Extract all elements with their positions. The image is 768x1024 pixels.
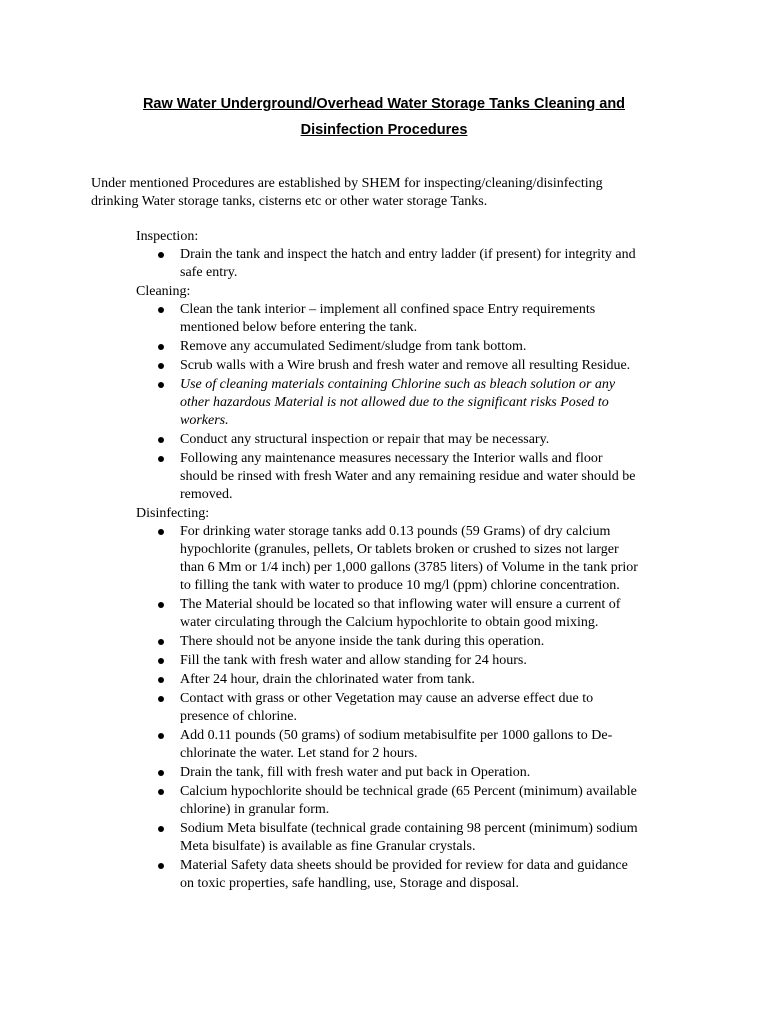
document-title-line-1: Raw Water Underground/Overhead Water Storage Tanks Cleaning and [142,96,626,112]
section-heading: Disinfecting: [136,506,210,521]
bullet-icon [158,639,164,645]
list-item-line: chlorinate the water. Let stand for 2 hours. [180,746,418,761]
list-item-line: Conduct any structural inspection or repair that may be necessary. [180,432,550,447]
list-item-line: The Material should be located so that inflowing water will ensure a current of [180,597,621,612]
bullet-icon [158,363,164,369]
bullet-icon [158,602,164,608]
list-item-line: Meta bisulfate) is available as fine Granular crystals. [180,839,476,854]
list-item [136,764,696,782]
list-item [136,690,696,726]
list-item-line: than 6 Mm or 1/4 inch) per 1,000 gallons (3785 liters) of Volume in the tank prior [180,560,638,575]
list-item-line: There should not be anyone inside the tank during this operation. [180,634,545,649]
bullet-icon [158,863,164,869]
bullet-icon [158,307,164,313]
bullet-icon [158,456,164,462]
list-item-line: Scrub walls with a Wire brush and fresh water and remove all resulting Residue. [180,358,631,373]
list-item-line: Fill the tank with fresh water and allow standing for 24 hours. [180,653,527,668]
list-item [136,652,696,670]
list-item-line: Calcium hypochlorite should be technical grade (65 Percent (minimum) available [180,784,637,799]
list-item [136,633,696,651]
list-item [136,357,696,375]
bullet-icon [158,437,164,443]
list-item-line: Following any maintenance measures necessary the Interior walls and floor [180,451,603,466]
list-item-line: chlorine) in granular form. [180,802,330,817]
list-item [136,783,696,819]
bullet-icon [158,696,164,702]
list-item-line: to filling the tank with water to produce 10 mg/l (ppm) chlorine concentration. [180,578,620,593]
list-item-line: presence of chlorine. [180,709,297,724]
list-item [136,671,696,689]
list-item [136,523,696,595]
list-item-line: hypochlorite (granules, pellets, Or tablets broken or crushed to sizes not larger [180,542,619,557]
list-item [136,431,696,449]
procedure-sections [136,228,696,894]
list-item-line: on toxic properties, safe handling, use, Storage and disposal. [180,876,520,891]
bullet-list [136,246,696,282]
list-item [136,450,696,504]
list-item-line: After 24 hour, drain the chlorinated water from tank. [180,672,475,687]
list-item-line: Remove any accumulated Sediment/sludge from tank bottom. [180,339,527,354]
document-title-line-2: Disinfection Procedures [300,122,468,138]
bullet-icon [158,382,164,388]
list-item-line: Add 0.11 pounds (50 grams) of sodium metabisulfite per 1000 gallons to De- [180,728,613,743]
intro-line: drinking Water storage tanks, cisterns etc or other water storage Tanks. [91,194,488,209]
bullet-icon [158,826,164,832]
list-item-line: safe entry. [180,265,238,280]
list-item-line: removed. [180,487,233,502]
bullet-list [136,523,696,893]
list-item [136,727,696,763]
bullet-list [136,301,696,504]
list-item [136,820,696,856]
list-item-line: Drain the tank and inspect the hatch and entry ladder (if present) for integrity and [180,247,636,262]
list-item [136,857,696,893]
list-item [136,246,696,282]
bullet-icon [158,733,164,739]
list-item-line: Use of cleaning materials containing Chlorine such as bleach solution or any [180,377,616,392]
list-item-line: other hazardous Material is not allowed due to the significant risks Posed to [180,395,609,410]
list-item [136,301,696,337]
list-item-line: For drinking water storage tanks add 0.13 pounds (59 Grams) of dry calcium [180,524,611,539]
bullet-icon [158,252,164,258]
intro-paragraph [91,175,691,211]
section-heading: Inspection: [136,229,199,244]
bullet-icon [158,529,164,535]
list-item-line: Drain the tank, fill with fresh water and put back in Operation. [180,765,531,780]
intro-line: Under mentioned Procedures are established by SHEM for inspecting/cleaning/disinfecting [91,176,603,191]
list-item-line: mentioned below before entering the tank. [180,320,418,335]
section-heading: Cleaning: [136,284,191,299]
bullet-icon [158,789,164,795]
list-item-line: Sodium Meta bisulfate (technical grade containing 98 percent (minimum) sodium [180,821,638,836]
list-item [136,596,696,632]
list-item-line: Contact with grass or other Vegetation may cause an adverse effect due to [180,691,594,706]
bullet-icon [158,658,164,664]
bullet-icon [158,770,164,776]
bullet-icon [158,677,164,683]
list-item-line: Material Safety data sheets should be provided for review for data and guidance [180,858,628,873]
list-item-line: workers. [180,413,229,428]
list-item [136,338,696,356]
bullet-icon [158,344,164,350]
list-item-line: Clean the tank interior – implement all confined space Entry requirements [180,302,596,317]
list-item-line: should be rinsed with fresh Water and any remaining residue and water should be [180,469,636,484]
list-item-line: water circulating through the Calcium hypochlorite to obtain good mixing. [180,615,599,630]
list-item [136,376,696,430]
